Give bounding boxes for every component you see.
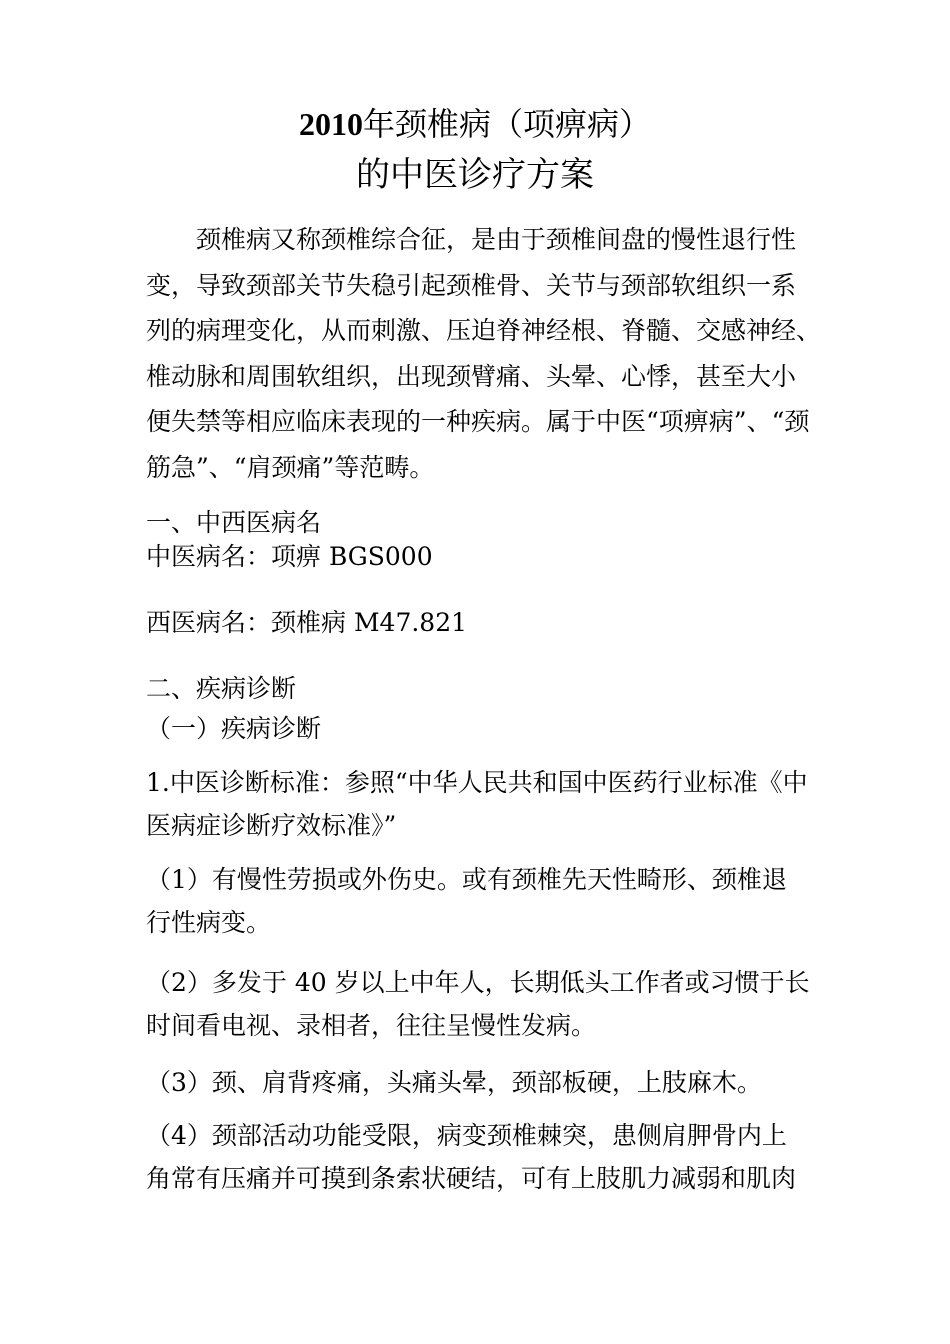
intro-line: 颈椎病又称颈椎综合征，是由于颈椎间盘的慢性退行性 xyxy=(146,225,797,254)
diagnosis-item-4 xyxy=(146,1114,816,1200)
western-disease-name: 西医病名：颈椎病 M47.821 xyxy=(146,608,468,637)
item-line: （3）颈、肩背疼痛，头痛头晕，颈部板硬，上肢麻木。 xyxy=(146,1068,762,1097)
diagnosis-standard xyxy=(146,761,816,847)
intro-line: 便失禁等相应临床表现的一种疾病。属于中医“项痹病”、“颈 xyxy=(146,407,810,436)
item-line: （2）多发于 40 岁以上中年人，长期低头工作者或习惯于长 xyxy=(146,968,810,997)
item-line: 时间看电视、录相者，往往呈慢性发病。 xyxy=(146,1011,597,1040)
section-2-heading: 二、疾病诊断 xyxy=(146,674,297,703)
intro-line: 列的病理变化，从而刺激、压迫脊神经根、脊髓、交感神经、 xyxy=(146,316,822,345)
diagnosis-item-1 xyxy=(146,858,816,944)
diagnosis-item-2 xyxy=(146,961,816,1047)
item-line: （1）有慢性劳损或外伤史。或有颈椎先天性畸形、颈椎退 xyxy=(146,865,787,894)
intro-paragraph xyxy=(146,217,822,490)
document-title-line-2: 的中医诊疗方案 xyxy=(356,155,594,195)
intro-line: 变，导致颈部关节失稳引起颈椎骨、关节与颈部软组织一系 xyxy=(146,270,797,300)
standard-line: 医病症诊断疗效标准》” xyxy=(146,811,397,840)
tcm-disease-name: 中医病名：项痹 BGS000 xyxy=(146,542,433,571)
section-1-heading: 一、中西医病名 xyxy=(146,508,322,537)
item-line: 行性病变。 xyxy=(146,908,272,937)
item-line: 角常有压痛并可摸到条索状硬结，可有上肢肌力减弱和肌肉 xyxy=(146,1164,797,1193)
title-text: 年颈椎病（项痹病） xyxy=(362,105,651,143)
standard-line: 1.中医诊断标准：参照“中华人民共和国中医药行业标准《中 xyxy=(146,768,808,797)
title-year: 2010 xyxy=(298,106,363,142)
diagnosis-item-3 xyxy=(146,1061,816,1104)
document-title-line-1 xyxy=(0,104,950,144)
section-2-sub-heading: （一）疾病诊断 xyxy=(146,714,322,743)
intro-line: 椎动脉和周围软组织，出现颈臂痛、头晕、心悸，甚至大小 xyxy=(146,361,797,391)
intro-line: 筋急”、“肩颈痛”等范畴。 xyxy=(146,452,435,482)
item-line: （4）颈部活动功能受限，病变颈椎棘突，患侧肩胛骨内上 xyxy=(146,1121,787,1150)
